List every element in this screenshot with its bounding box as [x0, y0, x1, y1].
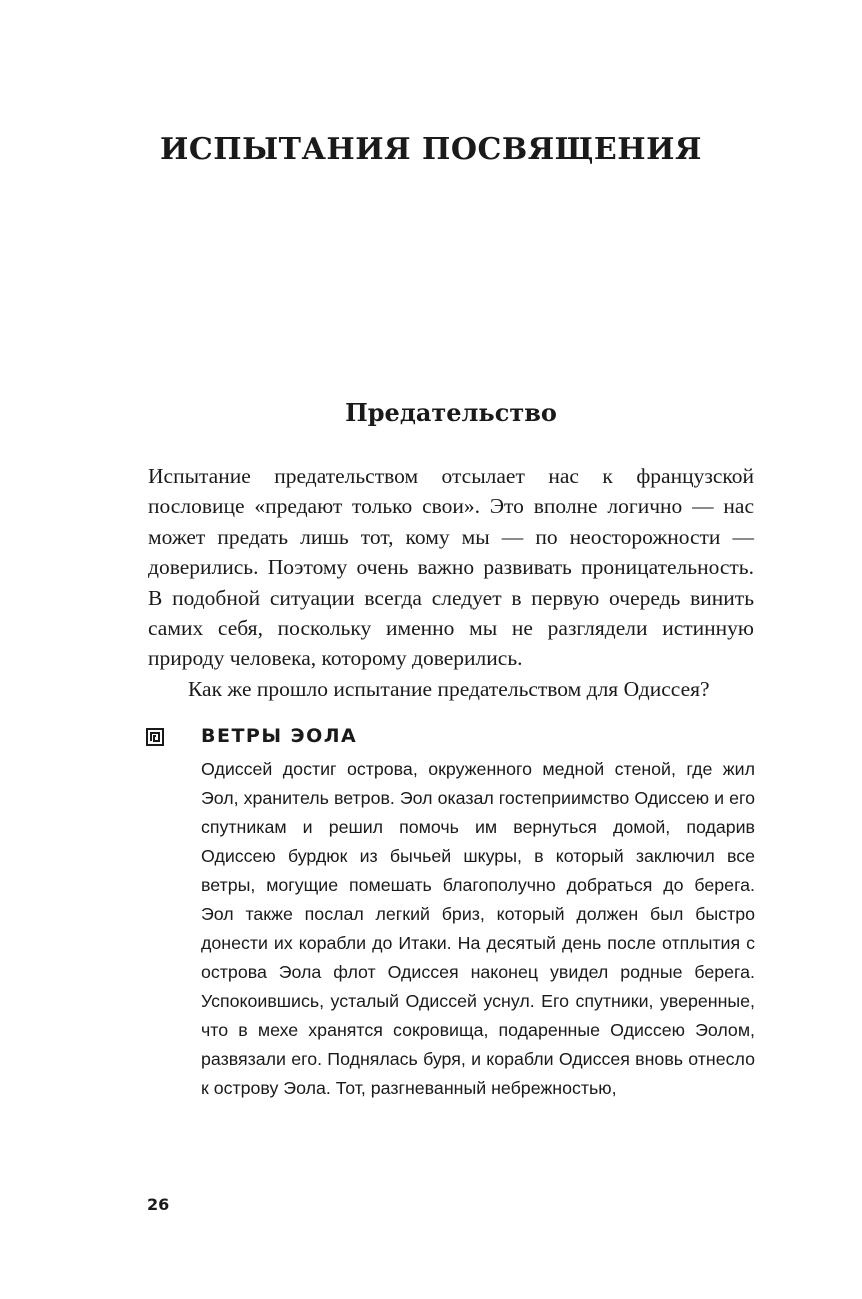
box-text: Одиссей достиг острова, окруженного медной стеной, где жил Эол, хранитель ветров. Эол оказал гостеприимство Одиссею и его спутникам и решил помочь им вернуться домой, подарив Одиссею бурдюк из бычьей шкуры, в который заключил все ветры, могущие помешать благополучно добраться до берега. Эол также послал легкий бриз, который должен был быстро донести их корабли до Итаки. На десятый день после отплытия с острова Эола флот Одиссея наконец увидел родные берега. Успокоившись, усталый Одиссей уснул. Его спутники, уверенные, что в мехе хранятся сокровища, подаренные Одиссею Эолом, развязали его. Поднялась буря, и корабли Одиссея вновь отнесло к острову Эола. Тот, разгневанный небрежностью, — [201, 759, 755, 1098]
section-title: Предательство — [345, 398, 557, 427]
body-paragraph: Испытание предательством отсылает нас к французской пословице «предают только свои». Это вполне логично — нас может предать лишь тот, кому мы — по неосторожности — доверились. Поэтому очень важно развивать проницательность. В подобной ситуации всегда следует в первую очередь винить самих себя, поскольку именно мы не разглядели истинную природу человека, которому доверились. — [148, 464, 754, 671]
section-body — [148, 461, 754, 704]
box-heading: ВЕТРЫ ЭОЛА — [201, 725, 358, 747]
greek-key-icon — [146, 728, 164, 746]
chapter-title: ИСПЫТАНИЯ ПОСВЯЩЕНИЯ — [160, 132, 702, 167]
body-paragraph: Как же прошло испытание предательством для Одиссея? — [188, 676, 710, 701]
page-number: 26 — [147, 1195, 170, 1214]
